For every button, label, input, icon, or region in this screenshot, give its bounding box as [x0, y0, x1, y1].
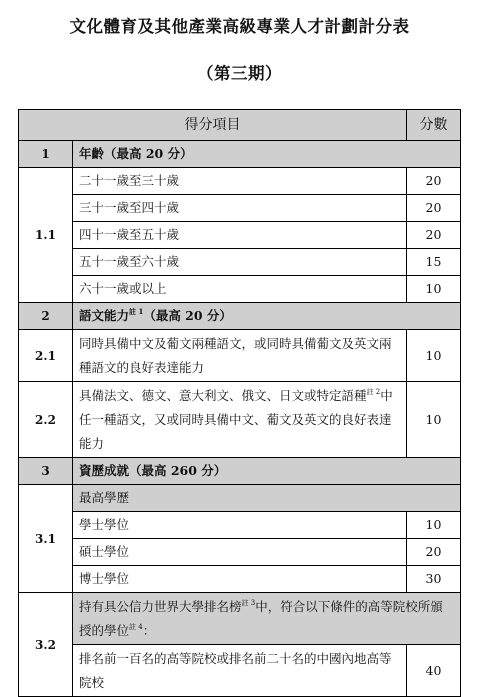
table-row [19, 249, 461, 276]
row-score: 30 [407, 566, 461, 593]
subheading-text: ： [142, 622, 156, 638]
section-number: 1 [19, 141, 73, 168]
row-label: 碩士學位 [73, 539, 407, 566]
table-row [19, 539, 461, 566]
row-score: 10 [407, 276, 461, 303]
item-number: 2.2 [19, 382, 73, 458]
header-item: 得分項目 [19, 110, 407, 141]
section-label: 資歷成就（最高 260 分） [73, 458, 461, 485]
row-label: 五十一歲至六十歲 [73, 249, 407, 276]
row-score: 20 [407, 168, 461, 195]
row-label: 四十一歲至五十歲 [73, 222, 407, 249]
subheading: 最高學歷 [73, 485, 461, 512]
page-title: 文化體育及其他產業高級專業人才計劃計分表 [69, 17, 410, 36]
table-subheading-row [19, 485, 461, 512]
table-row [19, 645, 461, 697]
item-number: 1.1 [19, 168, 73, 303]
table-row [19, 566, 461, 593]
section-row-language [19, 303, 461, 330]
table-row [19, 276, 461, 303]
row-label: 三十一歲至四十歲 [73, 195, 407, 222]
item-number: 2.1 [19, 330, 73, 382]
row-label: 排名前一百名的高等院校或排名前二十名的中國內地高等院校 [73, 645, 407, 697]
section-number: 2 [19, 303, 73, 330]
row-text: 具備法文、德文、意大利文、俄文、日文或特定語種 [79, 387, 367, 403]
subheading [73, 593, 461, 645]
row-score: 15 [407, 249, 461, 276]
row-score: 10 [407, 512, 461, 539]
row-score: 10 [407, 330, 461, 382]
header-score: 分數 [407, 110, 461, 141]
row-text: 中任一種語文，又或同時具備中文、葡文及英文的良好表達能力 [79, 387, 393, 451]
row-label: 六十一歲或以上 [73, 276, 407, 303]
table-row [19, 168, 461, 195]
table-row [19, 512, 461, 539]
subheading-text: 持有具公信力世界大學排名榜 [79, 598, 242, 614]
table-row [19, 222, 461, 249]
section-row-qualifications [19, 458, 461, 485]
section-label-suffix: （最高 20 分） [143, 308, 232, 323]
table-row [19, 330, 461, 382]
item-number: 3.2 [19, 593, 73, 697]
item-number: 3.1 [19, 485, 73, 593]
page-subtitle: （第三期） [197, 64, 282, 83]
row-label [73, 382, 407, 458]
table-header-row [19, 110, 461, 141]
footnote-marker: 註 3 [241, 598, 256, 607]
section-number: 3 [19, 458, 73, 485]
row-label: 學士學位 [73, 512, 407, 539]
row-score: 20 [407, 222, 461, 249]
section-row-age [19, 141, 461, 168]
row-score: 10 [407, 382, 461, 458]
score-table [18, 109, 461, 697]
subheading-text: 中，符合以下條件的高等院校所頒授的學位 [79, 598, 443, 638]
table-row [19, 382, 461, 458]
row-score: 40 [407, 645, 461, 697]
section-label: 年齡（最高 20 分） [73, 141, 461, 168]
row-label: 博士學位 [73, 566, 407, 593]
footnote-marker: 註 2 [366, 387, 381, 396]
footnote-marker: 註 1 [129, 307, 144, 316]
section-label-text: 語文能力 [79, 308, 130, 323]
table-subheading-row [19, 593, 461, 645]
table-row [19, 195, 461, 222]
row-score: 20 [407, 539, 461, 566]
row-label: 二十一歲至三十歲 [73, 168, 407, 195]
row-score: 20 [407, 195, 461, 222]
row-label: 同時具備中文及葡文兩種語文，或同時具備葡文及英文兩種語文的良好表達能力 [73, 330, 407, 382]
section-label [73, 303, 461, 330]
footnote-marker: 註 4 [129, 622, 143, 631]
